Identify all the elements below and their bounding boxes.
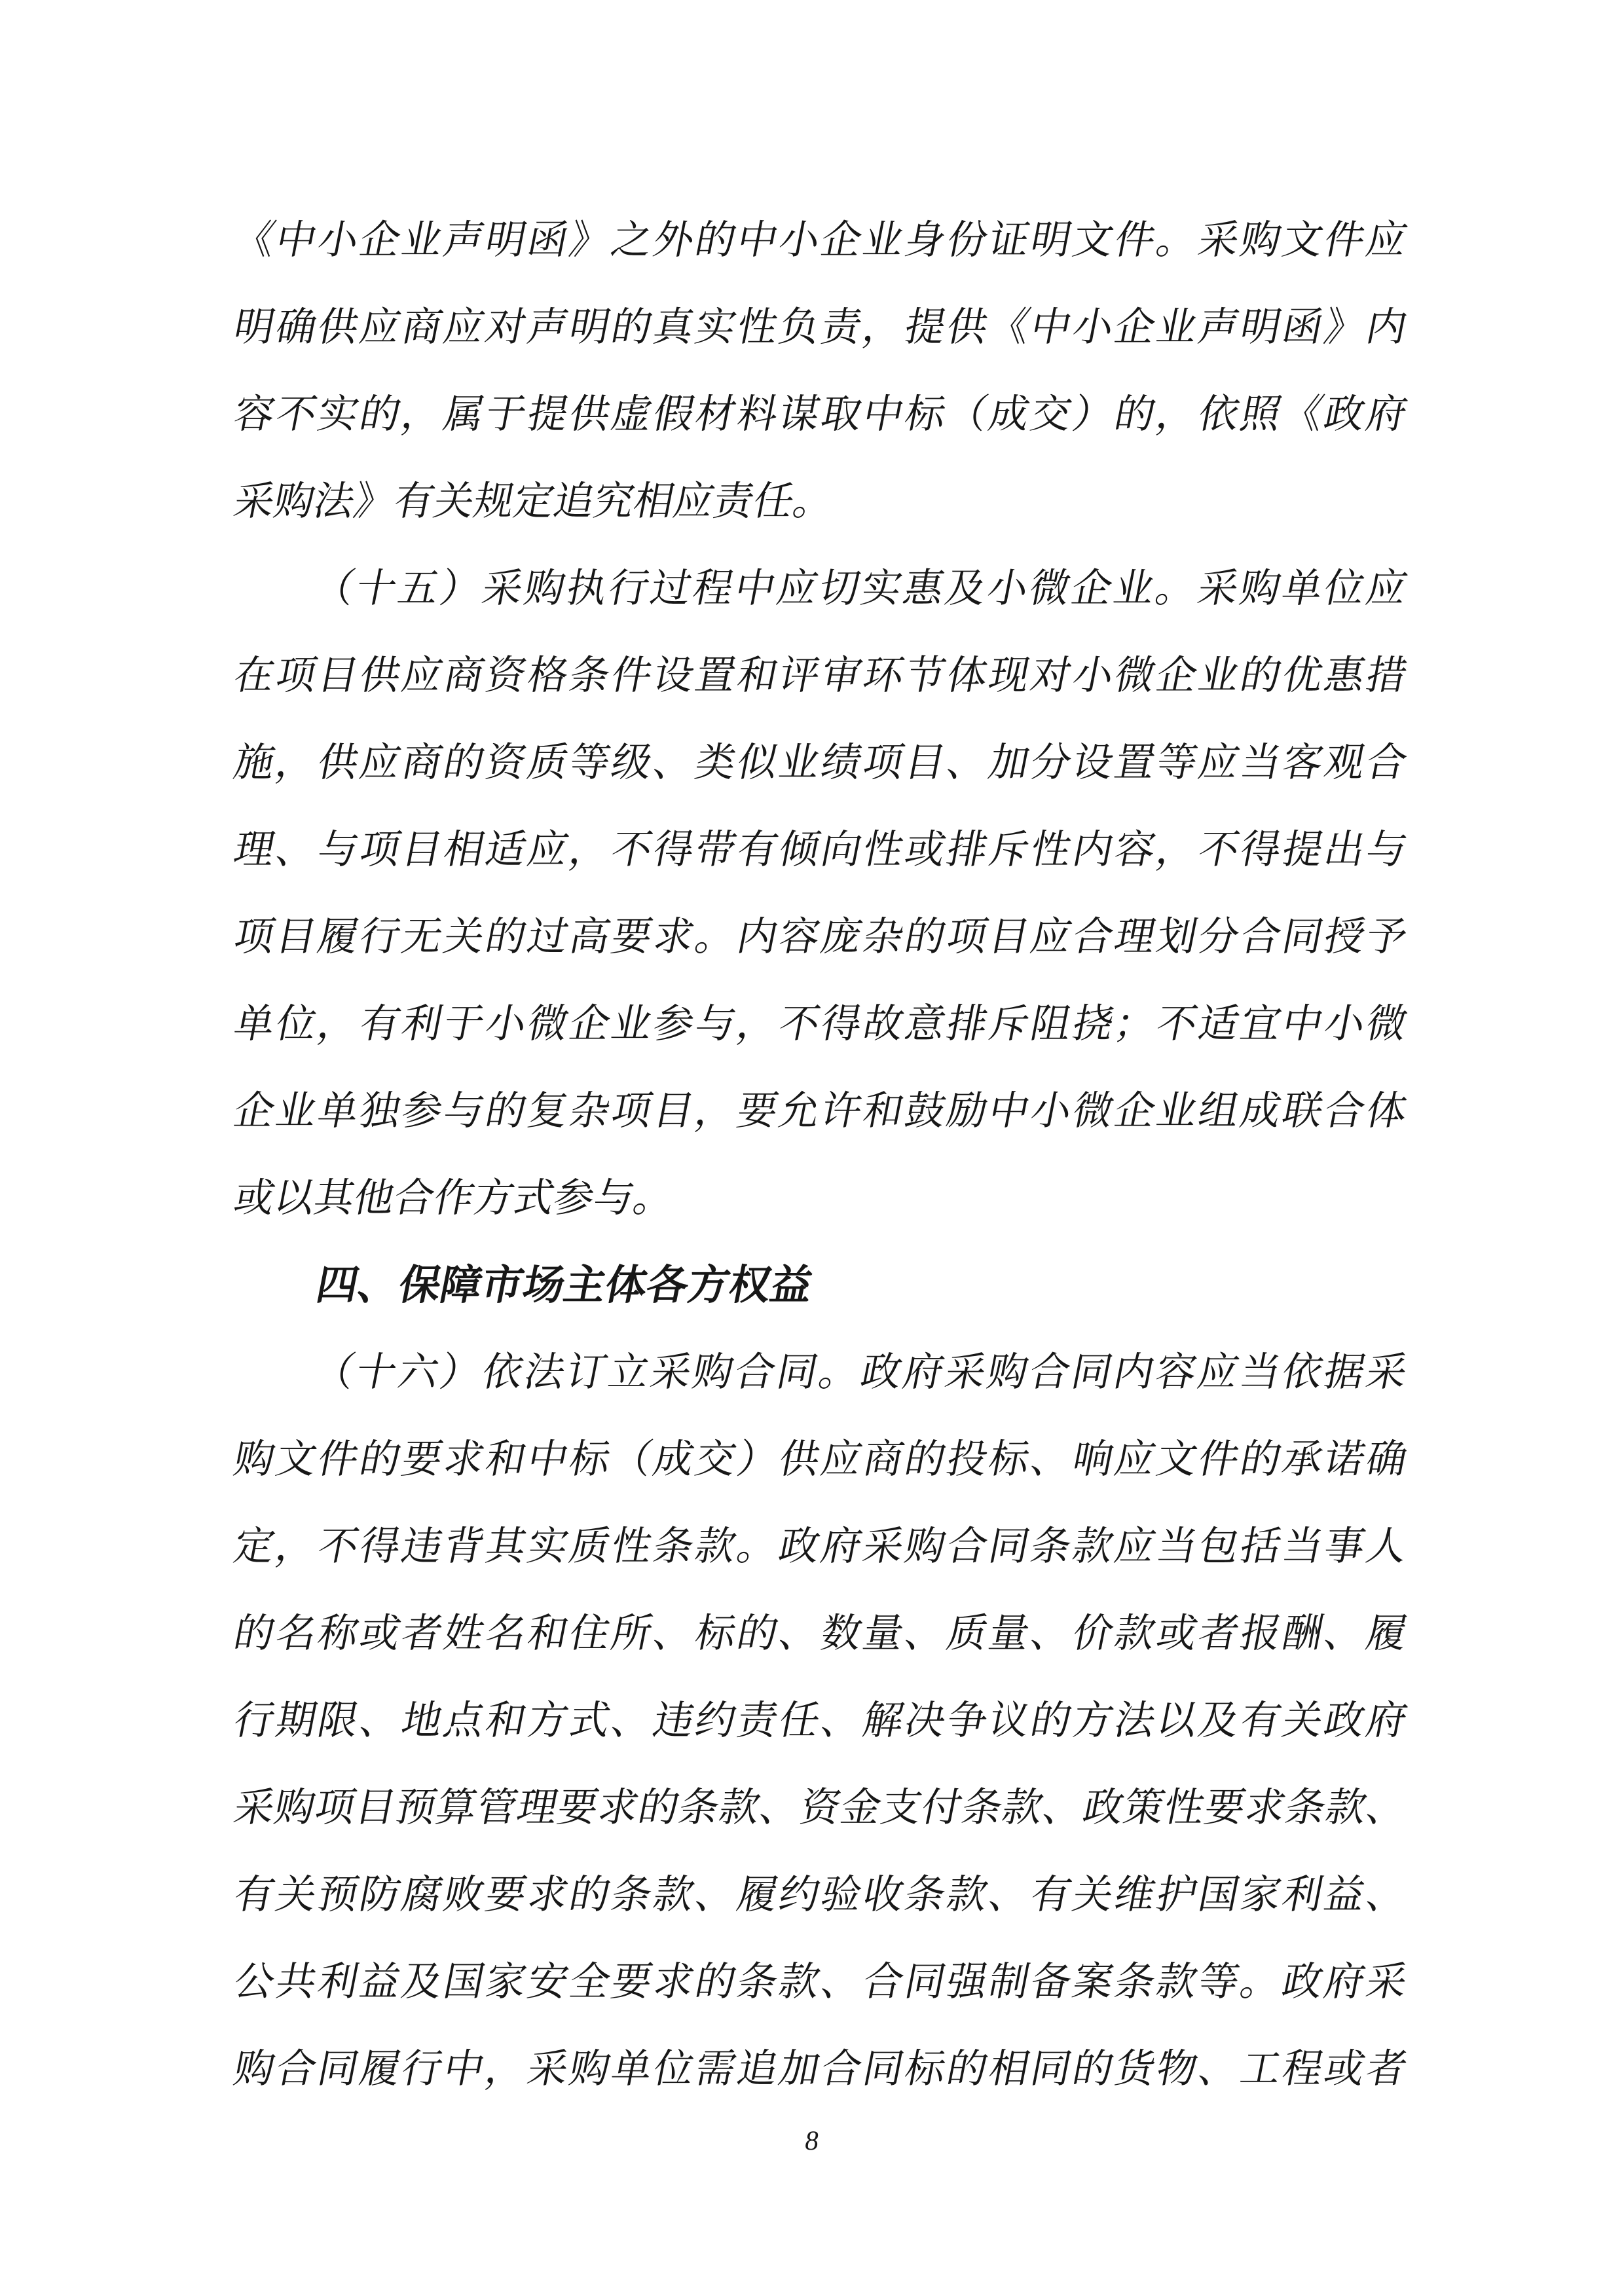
page-number: 8	[803, 2126, 821, 2156]
text-line: 明确供应商应对声明的真实性负责，提供《中小企业声明函》内	[230, 306, 1411, 350]
text-line: 采购项目预算管理要求的条款、资金支付条款、政策性要求条款、	[230, 1786, 1411, 1830]
text-line: 施，供应商的资质等级、类似业绩项目、加分设置等应当客观合	[230, 741, 1411, 785]
text-line: 定，不得违背其实质性条款。政府采购合同条款应当包括当事人	[230, 1525, 1411, 1569]
text-line: 单位，有利于小微企业参与，不得故意排斥阻挠；不适宜中小微	[230, 1002, 1411, 1046]
text-line: 行期限、地点和方式、违约责任、解决争议的方法以及有关政府	[230, 1699, 1411, 1743]
body-text	[230, 197, 1411, 2113]
text-line: 项目履行无关的过高要求。内容庞杂的项目应合理划分合同授予	[230, 915, 1411, 959]
text-line: 公共利益及国家安全要求的条款、合同强制备案条款等。政府采	[230, 1960, 1411, 2004]
text-line: 的名称或者姓名和住所、标的、数量、质量、价款或者报酬、履	[230, 1612, 1411, 1656]
text-line: 《中小企业声明函》之外的中小企业身份证明文件。采购文件应	[230, 219, 1411, 263]
text-line: 理、与项目相适应，不得带有倾向性或排斥性内容，不得提出与	[230, 828, 1411, 872]
text-line: 有关预防腐败要求的条款、履约验收条款、有关维护国家利益、	[230, 1873, 1411, 1917]
text-line: 购文件的要求和中标（成交）供应商的投标、响应文件的承诺确	[230, 1438, 1411, 1482]
text-line: 采购法》有关规定追究相应责任。	[230, 480, 838, 524]
section-heading: 四、保障市场主体各方权益	[312, 1262, 817, 1308]
text-line: 购合同履行中，采购单位需追加合同标的相同的货物、工程或者	[230, 2047, 1411, 2091]
text-line: 在项目供应商资格条件设置和评审环节体现对小微企业的优惠措	[230, 654, 1411, 698]
text-line: 或以其他合作方式参与。	[230, 1177, 678, 1221]
text-line: （十六）依法订立采购合同。政府采购合同内容应当依据采	[310, 1351, 1411, 1395]
text-line: （十五）采购执行过程中应切实惠及小微企业。采购单位应	[310, 567, 1411, 611]
text-line: 企业单独参与的复杂项目，要允许和鼓励中小微企业组成联合体	[230, 1090, 1411, 1133]
text-line: 容不实的，属于提供虚假材料谋取中标（成交）的，依照《政府	[230, 393, 1411, 437]
